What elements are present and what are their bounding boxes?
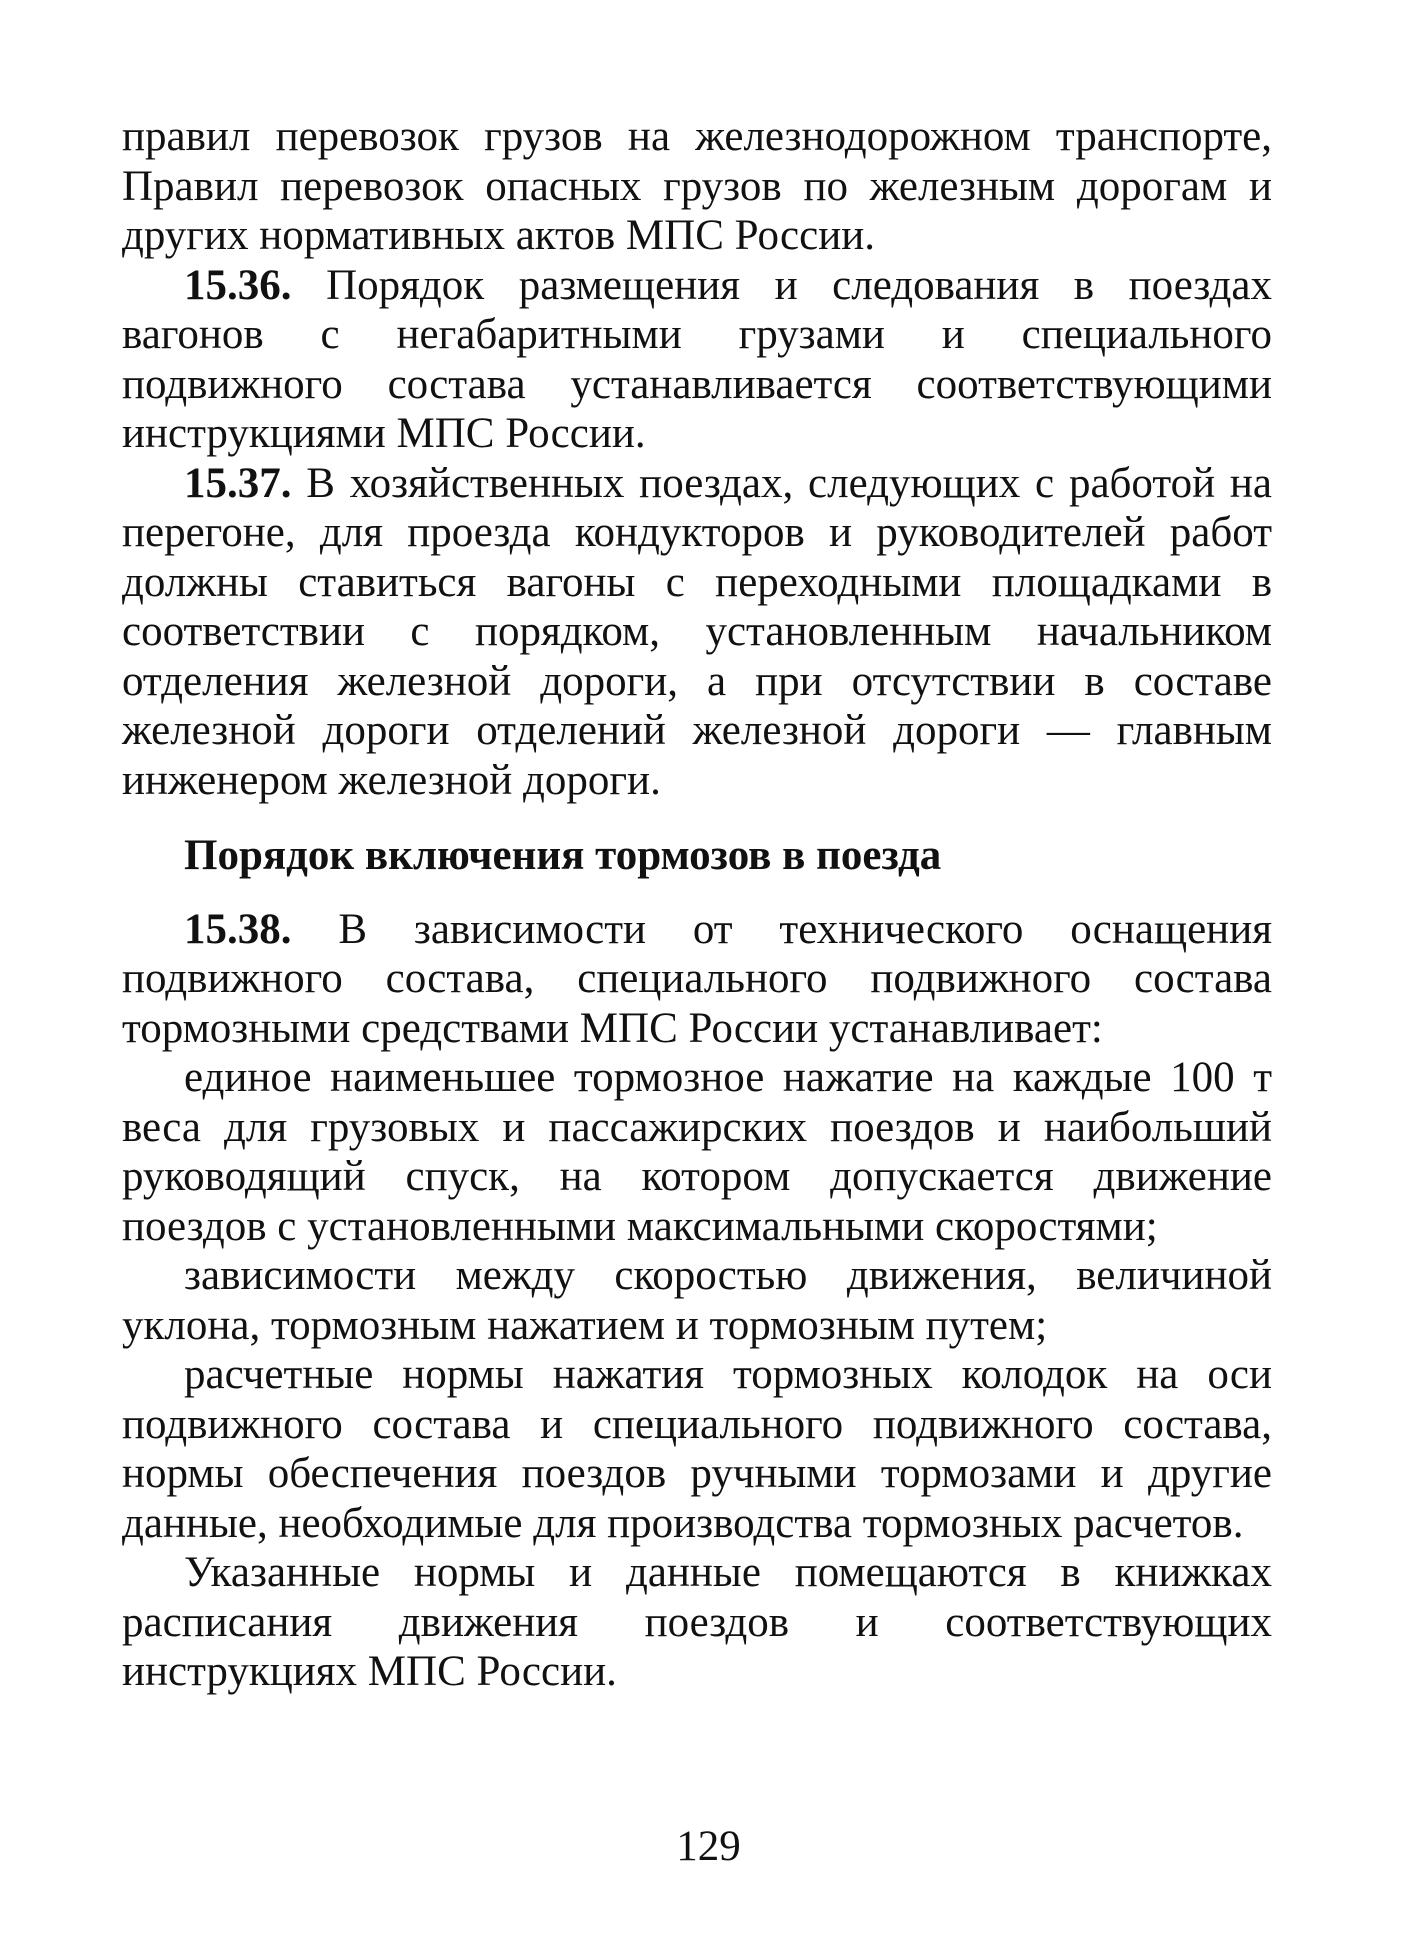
paragraph-continued [122,112,1272,261]
paragraph-text: правил перевозок грузов на железнодорожном транспорте, Правил перевозок опасных грузов по железным дорогам и других нормативных актов МПС России. [122,113,1272,259]
page-body [122,112,1272,1697]
clause-text: В зависимости от технического оснащения подвижного состава, специального подвижного состава тормозными средствами МПС России устанавливает: [122,905,1272,1052]
closing-paragraph [122,1548,1272,1697]
page-number: 129 [676,1823,741,1870]
paragraph-text: Указанные нормы и данные помещаются в книжках расписания движения поездов и соответствующих инструкциях МПС России. [122,1549,1272,1695]
list-item-brake-pressure [122,1053,1272,1251]
clause-number: 15.36. [184,261,292,309]
section-heading: Порядок включения тормозов в поезда [184,832,942,879]
clause-number: 15.38. [184,905,292,953]
list-item-speed-dependency [122,1251,1272,1350]
clause-15-38 [122,905,1272,1054]
clause-text: Порядок размещения и следования в поездах вагонов с негабаритными грузами и специального подвижного состава устанавливается соответствующими инструкциями МПС России. [122,261,1272,457]
clause-15-36 [122,261,1272,459]
clause-number: 15.37. [184,459,292,507]
paragraph-text: единое наименьшее тормозное нажатие на каждые 100 т веса для грузовых и пассажирских поездов и наибольший руководящий спуск, на котором допускается движение поездов с установленными максимальными скоростями; [122,1054,1272,1250]
clause-text: В хозяйственных поездах, следующих с работой на перегоне, для проезда кондукторов и руководителей работ должны ставиться вагоны с переходными площадками в соответствии с порядком, установленным начальником отделения железной дороги, а при отсутствии в составе железной дороги отделений железной дороги — главным инженером железной дороги. [122,459,1272,804]
clause-15-37 [122,459,1272,806]
list-item-calculation-norms [122,1350,1272,1548]
paragraph-text: расчетные нормы нажатия тормозных колодок на оси подвижного состава и специального подвижного состава, нормы обеспечения поездов ручными тормозами и другие данные, необходимые для производства тормозных расчетов. [122,1351,1272,1547]
paragraph-text: зависимости между скоростью движения, величиной уклона, тормозным нажатием и тормозным путем; [122,1252,1272,1349]
